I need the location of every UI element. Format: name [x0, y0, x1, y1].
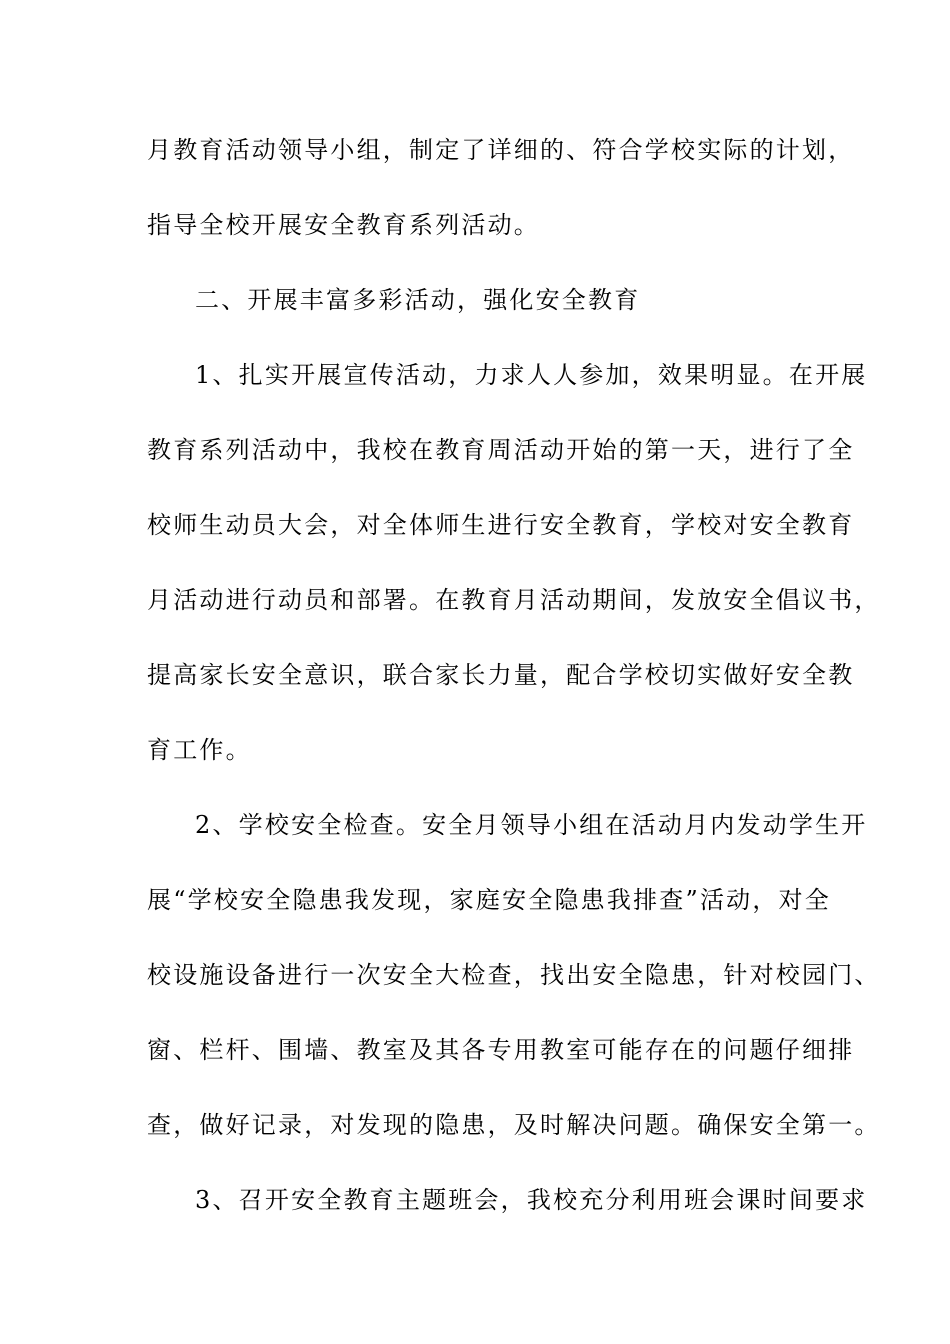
text-line: 校设施设备进行一次安全大检查，找出安全隐患，针对校园门、 — [147, 961, 881, 989]
paragraph-start: 1、扎实开展宣传活动，力求人人参加，效果明显。在开展 — [195, 361, 868, 389]
text-line: 育工作。 — [147, 736, 252, 764]
text-line: 展“学校安全隐患我发现，家庭安全隐患我排查”活动，对全 — [147, 886, 831, 914]
text-line: 校师生动员大会，对全体师生进行安全教育，学校对安全教育 — [147, 511, 855, 539]
text-line: 提高家长安全意识，联合家长力量，配合学校切实做好安全教 — [147, 661, 855, 689]
text-line: 窗、栏杆、围墙、教室及其各专用教室可能存在的问题仔细排 — [147, 1036, 855, 1064]
text-line: 查，做好记录，对发现的隐患，及时解决问题。确保安全第一。 — [147, 1111, 881, 1139]
text-line: 月活动进行动员和部署。在教育月活动期间，发放安全倡议书， — [147, 586, 881, 614]
paragraph-start: 3、召开安全教育主题班会，我校充分利用班会课时间要求 — [195, 1186, 868, 1214]
paragraph-start: 2、学校安全检查。安全月领导小组在活动月内发动学生开 — [195, 811, 868, 839]
text-line: 指导全校开展安全教育系列活动。 — [147, 211, 540, 239]
text-line: 教育系列活动中，我校在教育周活动开始的第一天，进行了全 — [147, 436, 855, 464]
text-line: 月教育活动领导小组，制定了详细的、符合学校实际的计划， — [147, 136, 855, 164]
section-heading: 二、开展丰富多彩活动，强化安全教育 — [195, 286, 641, 314]
